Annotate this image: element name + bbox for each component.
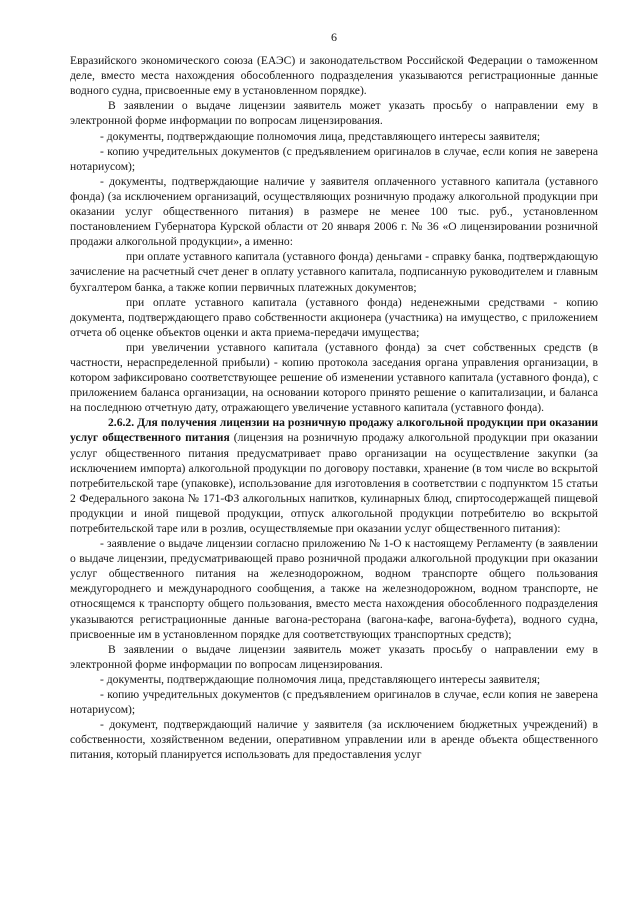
paragraph-text: Евразийского экономического союза (ЕАЭС) и законодательством Российской Федерации о таможенном деле, вместо места нахождения обособленного подразделения указываются регистрационные данные водного судна, присвоенные ему в установленном порядке). <box>70 54 598 98</box>
paragraph-text: (лицензия на розничную продажу алкогольной продукции при оказании услуг общественного питания предусматривает право организации на осуществление закупки (за исключением импорта) алкогольной продукции по договору поставки, хранение (в том числе во вскрытой потребительской таре (упаковке), использование для изготовления в соответствии с подпунктом 15 статьи 2 Федерального закона № 171-ФЗ алкогольных напитков, кулинарных блюд, спиртосодержащей пищевой продукции и иной пищевой продукции, отпуск алкогольной продукции потребителю во вскрытой потребительской таре или в розлив, осуществляемые при оказании услуг общественного питания): <box>70 431 599 535</box>
paragraph <box>70 129 598 144</box>
paragraph <box>70 249 598 294</box>
paragraph-text: - документы, подтверждающие наличие у заявителя оплаченного уставного капитала (уставного фонда) (за исключением организаций, осуществляющих розничную продажу алкогольной продукции при оказании услуг общественного питания) в размере не менее 100 тыс. руб., установленном постановлением Губернатора Курской области от 20 января 2006 г. № 36 «О лицензировании розничной продажи алкогольной продукции», а именно: <box>70 174 598 249</box>
document-body <box>70 53 598 762</box>
paragraph <box>70 174 598 249</box>
paragraph-text: - копию учредительных документов (с предъявлением оригиналов в случае, если копия не заверена нотариусом); <box>70 144 598 173</box>
paragraph-text: - документы, подтверждающие полномочия лица, представляющего интересы заявителя; <box>100 672 541 686</box>
page-number: 6 <box>331 30 337 44</box>
paragraph-text: В заявлении о выдаче лицензии заявитель может указать просьбу о направлении ему в электронной форме информации по вопросам лицензирования. <box>70 642 598 671</box>
paragraph <box>70 53 598 98</box>
paragraph-text: при увеличении уставного капитала (уставного фонда) за счет собственных средств (в частности, нераспределенной прибыли) - копию протокола заседания органа управления организации, в котором зафиксировано соответствующее решение об изменении уставного капитала (уставного фонда), с приложением баланса организации, на основании которого принято решение о капитализации, и баланса на последнюю отчетную дату, отражающего увеличение уставного капитала (уставного фонда). <box>70 340 598 415</box>
paragraph <box>70 98 598 128</box>
paragraph <box>70 536 598 642</box>
paragraph-text: при оплате уставного капитала (уставного фонда) деньгами - справку банка, подтверждающую зачисление на расчетный счет денег в оплату уставного капитала, подписанную руководителем и главным бухгалтером банка, а также копии первичных платежных документов; <box>70 250 598 294</box>
paragraph <box>70 687 598 717</box>
paragraph <box>70 717 598 762</box>
paragraph <box>70 642 598 672</box>
paragraph-text: - копию учредительных документов (с предъявлением оригиналов в случае, если копия не заверена нотариусом); <box>70 688 598 717</box>
paragraph <box>70 295 598 340</box>
paragraph <box>70 144 598 174</box>
paragraph <box>70 672 598 687</box>
paragraph-text: В заявлении о выдаче лицензии заявитель может указать просьбу о направлении ему в электронной форме информации по вопросам лицензирования. <box>70 99 598 128</box>
paragraph <box>70 415 598 536</box>
paragraph-text: - документ, подтверждающий наличие у заявителя (за исключением бюджетных учреждений) в собственности, хозяйственном ведении, оперативном управлении или в аренде объекта общественного питания, который планируется использовать для предоставления услуг <box>70 718 598 762</box>
paragraph-text: - заявление о выдаче лицензии согласно приложению № 1-О к настоящему Регламенту (в заявлении о выдаче лицензии, предусматривающей право розничной продажи алкогольной продукции при оказании услуг общественного питания на железнодорожном, водном транспорте общего пользования междугороднего и международного сообщения, а также на железнодорожном, водном транспорте, не относящемся к транспорту общего пользования, вместо места нахождения обособленного подразделения указываются регистрационные данные вагона-ресторана (вагона-кафе, вагона-буфета), водного судна, присвоенные им в установленном порядке для соответствующих транспортных средств); <box>70 537 598 641</box>
paragraph-text: - документы, подтверждающие полномочия лица, представляющего интересы заявителя; <box>100 129 541 143</box>
paragraph-text: при оплате уставного капитала (уставного фонда) неденежными средствами - копию документа, подтверждающего право собственности акционера (участника) на имущество, с приложением отчета об оценке объектов оценки и акта приема-передачи имущества; <box>70 295 598 339</box>
paragraph-heading: 2.6.2. Для получения лицензии на розничную продажу алкогольной продукции при оказании услуг общественного питания <box>70 416 598 445</box>
paragraph <box>70 340 598 415</box>
